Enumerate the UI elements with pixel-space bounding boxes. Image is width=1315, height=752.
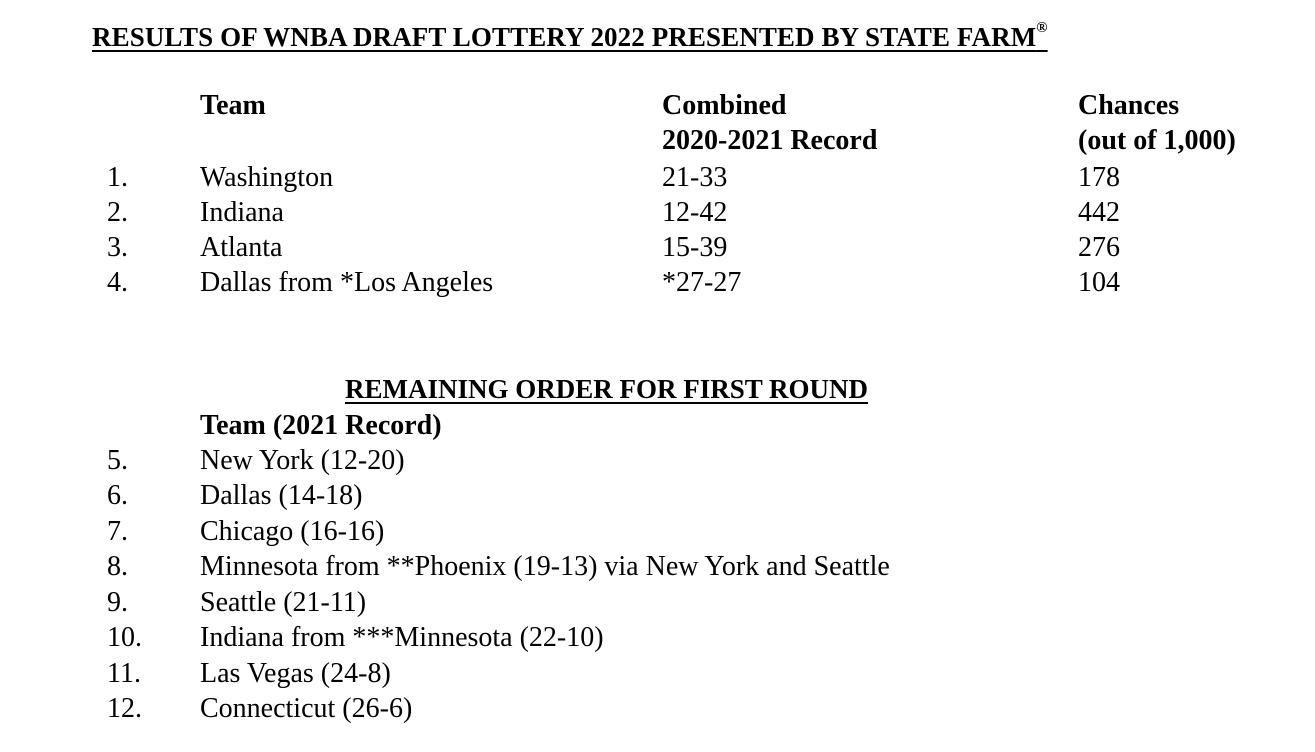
lottery-pick: 3.: [107, 232, 128, 263]
remaining-team: Indiana from ***Minnesota (22-10): [200, 622, 604, 653]
remaining-pick: 10.: [107, 622, 142, 653]
remaining-team: Dallas (14-18): [200, 480, 363, 511]
remaining-section-title: REMAINING ORDER FOR FIRST ROUND: [345, 374, 869, 404]
lottery-header-record-line1: Combined: [662, 90, 787, 121]
remaining-team: Connecticut (26-6): [200, 693, 413, 724]
remaining-header-team: Team (2021 Record): [200, 410, 442, 441]
remaining-pick: 8.: [107, 551, 128, 582]
title-text: RESULTS OF WNBA DRAFT LOTTERY 2022 PRESENTED BY STATE FARM: [92, 22, 1037, 52]
lottery-record: 21-33: [662, 162, 728, 193]
lottery-team: Atlanta: [200, 232, 283, 263]
lottery-record: 15-39: [662, 232, 728, 263]
lottery-chances: 178: [1078, 162, 1120, 193]
lottery-team: Dallas from *Los Angeles: [200, 267, 494, 298]
remaining-team: Las Vegas (24-8): [200, 658, 391, 689]
lottery-pick: 2.: [107, 197, 128, 228]
lottery-record: 12-42: [662, 197, 728, 228]
lottery-chances: 276: [1078, 232, 1120, 263]
remaining-pick: 12.: [107, 693, 142, 724]
registered-mark: ®: [1036, 20, 1048, 36]
lottery-header-record-line2: 2020-2021 Record: [662, 125, 878, 156]
lottery-pick: 4.: [107, 267, 128, 298]
lottery-chances: 442: [1078, 197, 1120, 228]
remaining-pick: 5.: [107, 445, 128, 476]
remaining-pick: 9.: [107, 587, 128, 618]
document-title: [92, 15, 1048, 55]
remaining-team: Seattle (21-11): [200, 587, 367, 618]
lottery-chances: 104: [1078, 267, 1120, 298]
lottery-header-chances-line2: (out of 1,000): [1078, 125, 1236, 156]
remaining-team: Minnesota from **Phoenix (19-13) via New York and Seattle: [200, 551, 890, 582]
remaining-pick: 6.: [107, 480, 128, 511]
lottery-team: Indiana: [200, 197, 284, 228]
remaining-pick: 7.: [107, 516, 128, 547]
remaining-team: Chicago (16-16): [200, 516, 385, 547]
lottery-header-team: Team: [200, 90, 266, 121]
remaining-pick: 11.: [107, 658, 141, 689]
lottery-pick: 1.: [107, 162, 128, 193]
lottery-team: Washington: [200, 162, 334, 193]
lottery-record: *27-27: [662, 267, 742, 298]
remaining-team: New York (12-20): [200, 445, 405, 476]
lottery-header-chances-line1: Chances: [1078, 90, 1180, 121]
